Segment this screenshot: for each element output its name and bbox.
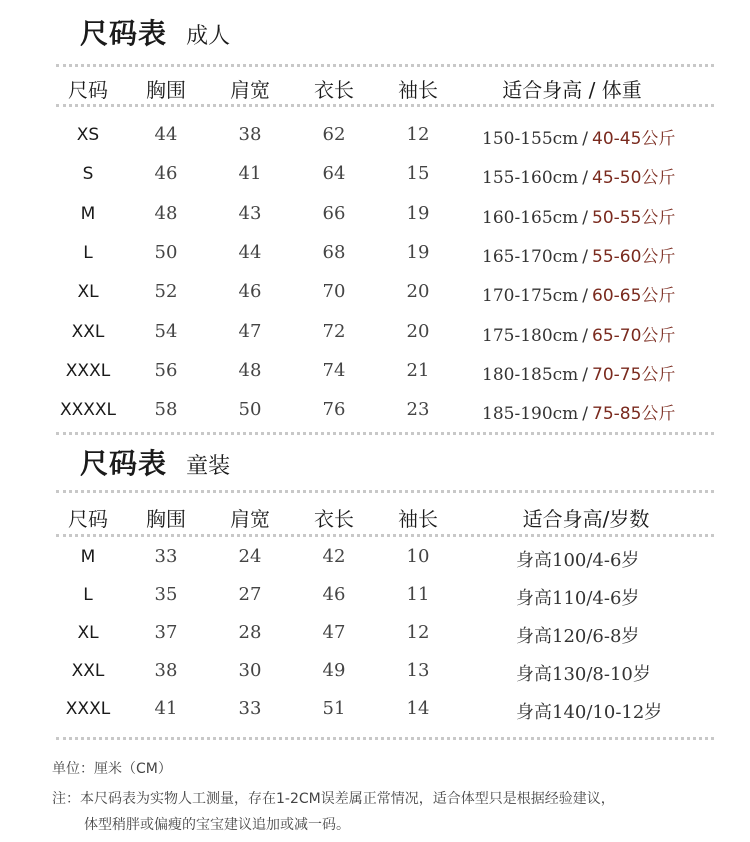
adult-cell-sleeve: 21 (406, 359, 430, 381)
adult-cell-size: M (80, 203, 96, 224)
adult-cell-chest: 56 (154, 359, 178, 381)
kids-header-fit: 适合身高/岁数 (522, 507, 650, 531)
adult-cell-sleeve: 19 (406, 202, 430, 224)
adult-cell-length: 70 (322, 281, 346, 303)
adult-cell-height: 185-190cm (482, 404, 579, 425)
adult-cell-sleeve: 23 (406, 399, 430, 421)
adult-cell-height: 160-165cm (482, 207, 579, 228)
adult-cell-height-weight (482, 203, 675, 228)
kids-cell-shoulder: 27 (238, 584, 262, 605)
kids-title: 尺码表 (80, 447, 168, 480)
kids-cell-fit: 身高100/4-6岁 (516, 550, 640, 571)
adult-cell-height-weight (482, 360, 675, 385)
adult-cell-chest: 48 (154, 202, 178, 224)
kids-cell-sleeve: 12 (406, 622, 430, 643)
adult-cell-weight: 75-85公斤 (592, 404, 676, 425)
kids-cell-shoulder: 30 (238, 660, 262, 681)
adult-header-sleeve: 袖长 (398, 78, 438, 102)
kids-divider-bottom (56, 737, 714, 740)
adult-header-chest: 胸围 (146, 78, 186, 102)
kids-cell-length: 51 (322, 698, 346, 719)
adult-cell-separator: / (582, 168, 589, 189)
adult-cell-size: XL (77, 282, 99, 303)
adult-cell-sleeve: 19 (406, 241, 430, 263)
adult-subtitle: 成人 (186, 24, 231, 49)
unit-note: 单位：厘米（CM） (52, 761, 172, 777)
adult-cell-length: 64 (322, 163, 346, 185)
adult-cell-length: 76 (322, 399, 346, 421)
kids-cell-sleeve: 13 (406, 660, 430, 681)
kids-cell-chest: 37 (154, 622, 178, 643)
adult-cell-shoulder: 44 (238, 241, 262, 263)
adult-cell-separator: / (582, 404, 589, 425)
kids-cell-length: 42 (322, 546, 346, 567)
adult-cell-size: XS (76, 125, 100, 145)
kids-cell-shoulder: 24 (238, 546, 262, 567)
adult-cell-separator: / (582, 246, 589, 267)
adult-cell-length: 74 (322, 359, 346, 381)
adult-cell-weight: 40-45公斤 (592, 129, 676, 149)
adult-cell-height-weight (482, 399, 675, 424)
kids-cell-size: XL (77, 623, 99, 643)
kids-cell-fit: 身高110/4-6岁 (516, 588, 640, 609)
kids-cell-fit: 身高130/8-10岁 (516, 664, 651, 685)
kids-subtitle: 童装 (186, 454, 231, 479)
adult-cell-weight: 60-65公斤 (592, 286, 676, 307)
adult-cell-shoulder: 38 (238, 124, 262, 145)
kids-cell-length: 46 (322, 584, 346, 605)
kids-cell-fit: 身高140/10-12岁 (516, 702, 663, 723)
adult-cell-sleeve: 20 (406, 281, 430, 303)
kids-cell-size: XXXL (65, 699, 111, 719)
adult-cell-length: 62 (322, 124, 346, 145)
kids-title-block (80, 442, 230, 482)
kids-cell-fit: 身高120/6-8岁 (516, 626, 640, 647)
adult-cell-size: S (82, 164, 94, 185)
adult-header-fit: 适合身高 / 体重 (502, 78, 642, 102)
adult-cell-height: 180-185cm (482, 364, 579, 385)
kids-cell-shoulder: 33 (238, 698, 262, 719)
kids-divider-top (56, 490, 714, 493)
note-line-2: 体型稍胖或偏瘦的宝宝建议追加或减一码。 (84, 817, 350, 833)
adult-title-block (80, 12, 230, 52)
kids-cell-chest: 41 (154, 698, 178, 719)
adult-cell-length: 66 (322, 202, 346, 224)
adult-cell-weight: 70-75公斤 (592, 364, 676, 385)
adult-cell-chest: 50 (154, 241, 178, 263)
adult-cell-size: XXXL (65, 360, 111, 381)
adult-divider-header (56, 104, 714, 107)
adult-cell-separator: / (582, 286, 589, 307)
kids-divider-header (56, 534, 714, 537)
adult-cell-height-weight (482, 163, 675, 188)
adult-cell-shoulder: 48 (238, 359, 262, 381)
adult-cell-sleeve: 20 (406, 320, 430, 342)
adult-cell-length: 68 (322, 241, 346, 263)
kids-header-length: 衣长 (314, 507, 354, 531)
note-line-1: 注：本尺码表为实物人工测量，存在1-2CM误差属正常情况，适合体型只是根据经验建议， (52, 791, 615, 807)
kids-cell-sleeve: 10 (406, 546, 430, 567)
kids-cell-shoulder: 28 (238, 622, 262, 643)
adult-cell-height: 155-160cm (482, 168, 579, 189)
adult-cell-height: 150-155cm (482, 129, 579, 149)
adult-cell-chest: 54 (154, 320, 178, 342)
adult-cell-height-weight (482, 242, 675, 267)
adult-cell-height: 170-175cm (482, 286, 579, 307)
kids-cell-length: 47 (322, 622, 346, 643)
kids-cell-chest: 38 (154, 660, 178, 681)
adult-cell-shoulder: 46 (238, 281, 262, 303)
adult-cell-separator: / (582, 207, 589, 228)
adult-cell-shoulder: 41 (238, 163, 262, 185)
adult-cell-length: 72 (322, 320, 346, 342)
adult-cell-chest: 46 (154, 163, 178, 185)
adult-cell-height-weight (482, 321, 675, 346)
adult-cell-weight: 45-50公斤 (592, 168, 676, 189)
kids-cell-chest: 33 (154, 546, 178, 567)
kids-cell-size: M (80, 547, 96, 567)
adult-cell-weight: 55-60公斤 (592, 246, 676, 267)
adult-cell-shoulder: 43 (238, 202, 262, 224)
adult-cell-shoulder: 50 (238, 399, 262, 421)
adult-header-shoulder: 肩宽 (230, 78, 270, 102)
kids-header-chest: 胸围 (146, 507, 186, 531)
adult-cell-height-weight (482, 281, 675, 306)
adult-cell-chest: 44 (154, 124, 178, 145)
adult-header-length: 衣长 (314, 78, 354, 102)
adult-cell-sleeve: 15 (406, 163, 430, 185)
kids-header-sleeve: 袖长 (398, 507, 438, 531)
kids-cell-sleeve: 14 (406, 698, 430, 719)
adult-cell-sleeve: 12 (406, 124, 430, 145)
adult-cell-height: 165-170cm (482, 246, 579, 267)
adult-cell-separator: / (582, 364, 589, 385)
kids-header-shoulder: 肩宽 (230, 507, 270, 531)
adult-cell-size: XXL (71, 321, 105, 342)
adult-title: 尺码表 (80, 17, 168, 50)
adult-cell-size: L (83, 242, 93, 263)
adult-cell-weight: 50-55公斤 (592, 207, 676, 228)
adult-cell-separator: / (582, 129, 589, 149)
adult-cell-separator: / (582, 325, 589, 346)
adult-divider-top (56, 64, 714, 67)
kids-cell-size: L (83, 585, 93, 605)
adult-cell-height: 175-180cm (482, 325, 579, 346)
adult-divider-bottom (56, 432, 714, 435)
kids-cell-chest: 35 (154, 584, 178, 605)
adult-cell-shoulder: 47 (238, 320, 262, 342)
kids-cell-size: XXL (71, 661, 105, 681)
kids-cell-sleeve: 11 (406, 584, 430, 605)
kids-cell-length: 49 (322, 660, 346, 681)
adult-header-size: 尺码 (68, 78, 108, 102)
adult-cell-weight: 65-70公斤 (592, 325, 676, 346)
kids-header-size: 尺码 (68, 507, 108, 531)
adult-cell-height-weight (482, 124, 675, 149)
adult-cell-chest: 52 (154, 281, 178, 303)
adult-cell-size: XXXXL (59, 400, 117, 421)
adult-cell-chest: 58 (154, 399, 178, 421)
